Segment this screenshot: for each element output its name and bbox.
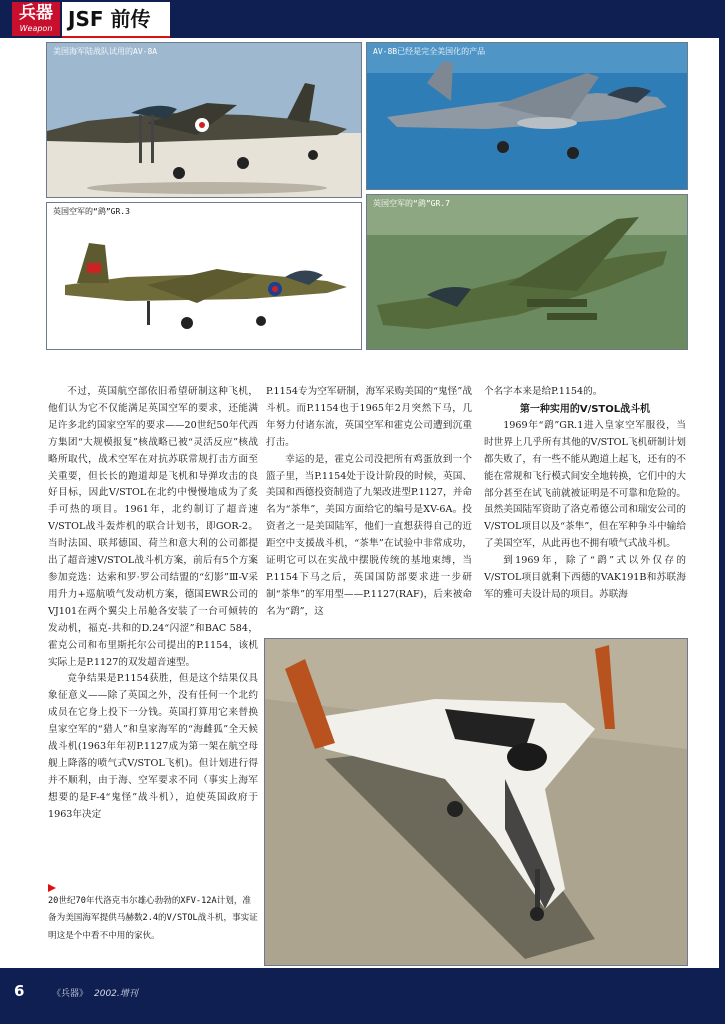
paragraph: 幸运的是，霍克公司没把所有鸡蛋放到一个篮子里，当P.1154处于设计阶段的时候，英国、美国和西德投资制造了九架改进型P.1127，并命名为“茶隼”，美国方面给它的编号是XV-6A。投资者之一是美国陆军，他们一直想获得自己的近距空中支援战斗机，“茶隼”在试验中非常成功，证明它可以在实战中摆脱传统的基地束缚，当P.1154下马之后，英国国防部要求进一步研制“茶隼”的军用型——P.1127(RAF)，后来被命名为“鹞”，这	[266, 453, 472, 617]
photo-xfv12a	[264, 638, 688, 966]
paragraph: 个名字本来是给P.1154的。	[484, 386, 603, 397]
photo-gr7	[366, 194, 688, 350]
xfv12a-prototype-icon	[265, 639, 687, 965]
photo-gr3	[46, 202, 362, 350]
figure-caption: 20世纪70年代洛克韦尔雄心勃勃的XFV-12A计划，准备为美国海军提供马赫数2.4的V/STOL战斗机，事实证明这是个中看不中用的家伙。	[48, 896, 258, 941]
series-title: JSF 前传	[62, 2, 170, 38]
footer-issue: 2002.增刊	[94, 989, 138, 999]
harrier-hover-icon	[367, 43, 687, 189]
article-column-1	[48, 384, 258, 884]
harrier-parked-icon	[47, 43, 361, 197]
photo-caption: 英国空军的“鹞”GR.7	[373, 199, 450, 208]
article-column-3	[484, 384, 686, 636]
article-column-2	[266, 384, 472, 636]
photo-av8a	[46, 42, 362, 198]
harrier-profile-icon	[47, 203, 361, 349]
section-heading: 第一种实用的V/STOL战斗机	[519, 403, 651, 415]
photo-caption: 美国海军陆战队试用的AV-8A	[53, 47, 158, 56]
photo-caption: AV-8B已经是完全美国化的产品	[373, 47, 486, 56]
logo-main-text: 兵器	[19, 3, 53, 23]
logo-sub-text: Weapon	[19, 24, 53, 33]
footer-publication: 《兵器》	[52, 989, 89, 999]
magazine-logo	[12, 2, 60, 36]
harrier-flight-icon	[367, 195, 687, 349]
paragraph: P.1154专为空军研制，海军采购美国的“鬼怪”战斗机。而P.1154也于1965年2月突然下马，几年努力付诸东流，英国空军和霍克公司遭到沉重打击。	[266, 386, 472, 448]
page-number: 6	[14, 982, 25, 1000]
photo-caption: 英国空军的“鹞”GR.3	[53, 207, 130, 216]
paragraph: 竞争结果是P.1154获胜，但是这个结果仅具象征意义——除了英国之外，没有任何一个北约成员在它身上投下一分钱。英国打算用它来替换皇家空军的“猎人”和皇家海军的“海雌狐”全天候战斗机(1963年年初P.1127成为第一架在航空母舰上降落的喷气式V/STOL飞机)。但计划进行得并不顺利，由于海、空军要求不同（事实上海军想要的是F-4“鬼怪”战斗机），迫使英国政府于1963年决定	[48, 673, 258, 820]
paragraph: 到1969年，除了“鹞”式以外仅存的V/STOL项目就剩下西德的VAK191B和苏联海军的雅可夫设计局的项目。苏联海	[484, 555, 686, 600]
caption-arrow-icon	[48, 884, 56, 892]
photo-av8b	[366, 42, 688, 190]
side-band	[719, 38, 725, 968]
paragraph: 1969年“鹞”GR.1进入皇家空军服役，当时世界上几乎所有其他的V/STOL飞机研制计划都失败了，有一些不能从跑道上起飞，还有的不能在常规和飞行模式间安全地转换，它们中的大部分甚至在试飞前就被证明是不可靠和危险的。虽然美国陆军资助了洛克希德公司和瑞安公司的V/STOL项目以及“茶隼”，但在军种争斗中输给了美国空军，从此再也不拥有喷气式战斗机。	[484, 419, 686, 550]
paragraph: 不过，英国航空部依旧希望研制这种飞机，他们认为它不仅能满足英国空军的要求，还能满足许多北约国家空军的要求——20世纪50年代西方集团“大规模报复”核战略已被“灵活反应”核战略所取代，战术空军在对抗苏联常规打击方面至关重要，但长长的跑道却是飞机和导弹攻击的良好目标，因此V/STOL在北约中慢慢地成为了炙手可热的项目。1961年，北约制订了超音速V/STOL战斗轰炸机的联合计划书，即GOR-2。当时法国、联邦德国、荷兰和意大利的公司都提出了超音速V/STOL战斗机方案，前后有5个方案参加竞选：达索和罗·罗公司结盟的“幻影”Ⅲ-V采用升力+巡航喷气发动机方案，德国EWR公司的VJ101在两个翼尖上吊舱各安装了一台可倾转的发动机，福克-共和的D.24“闪涩”和BAC 584，霍克公司和布里斯托尔公司提出的P.1154，该机实际上是P.1127的双发超音速型。	[48, 386, 258, 668]
